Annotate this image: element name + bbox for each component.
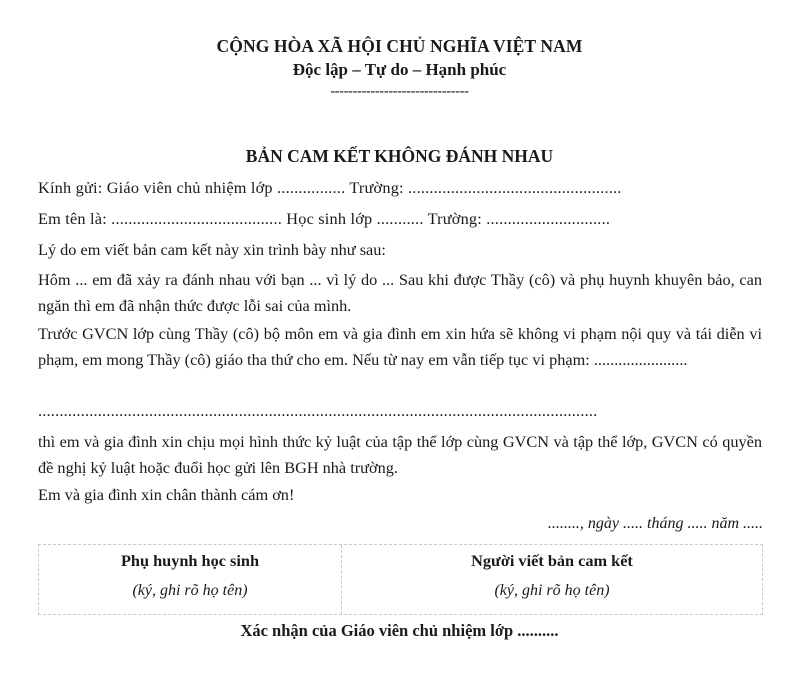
signature-note-parent: (ký, ghi rõ họ tên): [132, 582, 248, 599]
signature-cell-writer: [342, 545, 762, 614]
student-name-line: Em tên là: ........................................ Học sinh lớp ........... Trường: .............................: [38, 209, 611, 228]
signature-note-writer: (ký, ghi rõ họ tên): [494, 582, 610, 599]
national-motto: Độc lập – Tự do – Hạnh phúc: [292, 60, 507, 79]
signature-table: [38, 544, 763, 615]
thanks-line: Em và gia đình xin chân thành cám ơn!: [38, 485, 295, 504]
header-divider: -------------------------------: [330, 84, 469, 99]
teacher-confirmation: Xác nhận của Giáo viên chủ nhiệm lớp ..........: [240, 621, 559, 640]
national-heading: CỘNG HÒA XÃ HỘI CHỦ NGHĨA VIỆT NAM: [216, 36, 583, 56]
signature-role-parent: Phụ huynh học sinh: [120, 551, 260, 570]
consequence-paragraph: thì em và gia đình xin chịu mọi hình thức kỷ luật của tập thể lớp cùng GVCN và tập thể lớp, GVCN có quyền đề nghị kỷ luật hoặc đuổi học gửi lên BGH nhà trường.: [38, 432, 762, 477]
date-line: ........, ngày ..... tháng ..... năm .....: [547, 515, 763, 532]
blank-fill-line: ...................................................................................................................................: [38, 401, 598, 420]
reason-intro: Lý do em viết bản cam kết này xin trình bày như sau:: [38, 240, 386, 259]
signature-role-writer: Người viết bản cam kết: [471, 551, 633, 570]
signature-cell-parent: [39, 545, 342, 614]
document-title: BẢN CAM KẾT KHÔNG ĐÁNH NHAU: [245, 146, 554, 166]
recipient-line: Kính gửi: Giáo viên chủ nhiệm lớp ................ Trường: ..................................................: [38, 178, 622, 197]
incident-paragraph: Hôm ... em đã xảy ra đánh nhau với bạn ... vì lý do ... Sau khi được Thầy (cô) và phụ huynh khuyên bảo, can ngăn thì em đã nhận thức được lỗi sai của mình.: [38, 270, 762, 315]
promise-paragraph: Trước GVCN lớp cùng Thầy (cô) bộ môn em và gia đình em xin hứa sẽ không vi phạm nội quy và tái diễn vi phạm, em mong Thầy (cô) giáo tha thứ cho em. Nếu từ nay em vẫn tiếp tục vi phạm: .......................: [38, 324, 762, 369]
